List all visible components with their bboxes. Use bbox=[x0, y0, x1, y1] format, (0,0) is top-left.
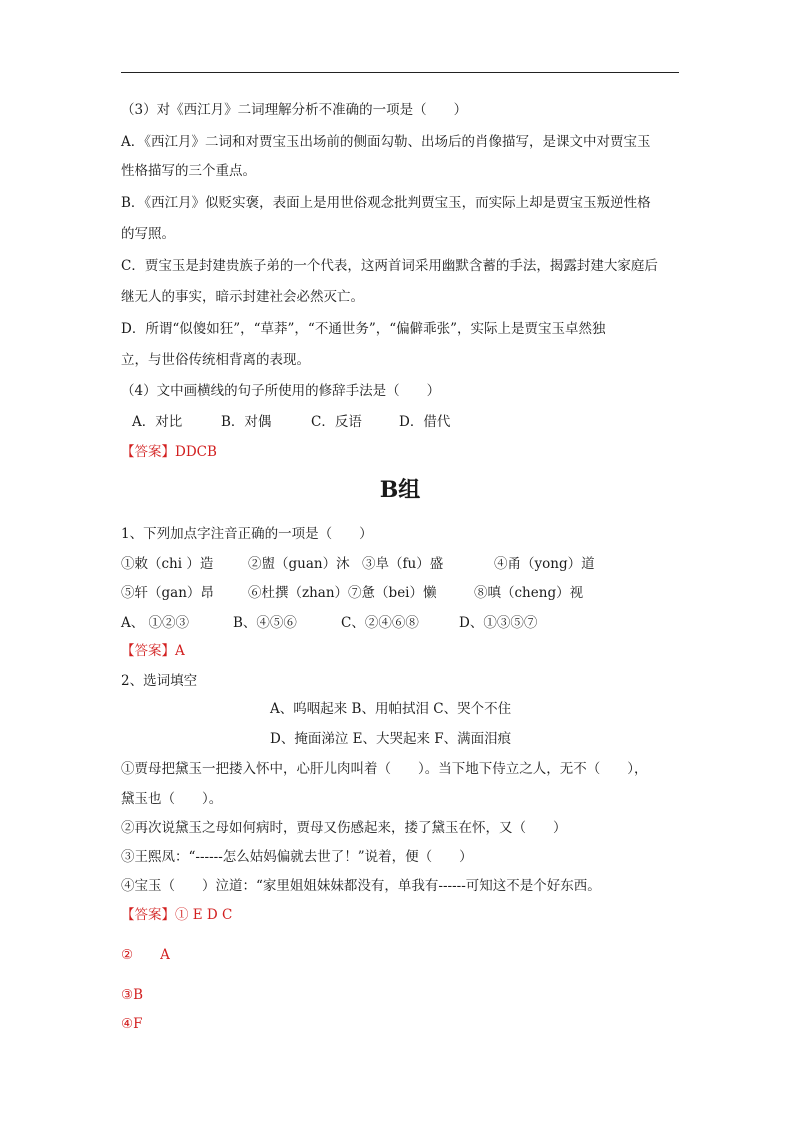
option-d-line-1: D．所谓“似傻如狂”，“草莽”，“不通世务”，“偏僻乖张”，实际上是贾宝玉卓然独 bbox=[121, 321, 606, 337]
option-a-line-2: 性格描写的三个重点。 bbox=[121, 163, 256, 179]
option-b-line-1: B．《西江月》似贬实褒，表面上是用世俗观念批判贾宝玉，而实际上却是贾宝玉叛逆性格 bbox=[121, 195, 651, 211]
answer-line-2 bbox=[121, 642, 185, 660]
b1-choice-c: C、②④⑥⑧ bbox=[341, 615, 419, 631]
answer-3-line-3: ③B bbox=[121, 987, 144, 1003]
word-options-row-1: A、呜咽起来 B、用帕拭泪 C、哭个不住 bbox=[270, 701, 512, 717]
option-a-line-1: A．《西江月》二词和对贾宝玉出场前的侧面勾勒、出场后的肖像描写，是课文中对贾宝玉 bbox=[121, 134, 651, 150]
b1-choice-d: D、①③⑤⑦ bbox=[459, 615, 538, 631]
answer-line-1 bbox=[121, 443, 217, 461]
pinyin-item-3: ③阜（fu）盛 bbox=[362, 556, 444, 572]
answer-label: 【答案】 bbox=[121, 907, 175, 923]
fill-sentence-3: ③王熙凤：“------怎么姑妈偏就去世了！”说着，便（ ） bbox=[121, 849, 473, 865]
pinyin-item-4: ④甬（yong）道 bbox=[494, 556, 595, 572]
b-question-1-stem: 1、下列加点字注音正确的一项是（ ） bbox=[121, 526, 373, 542]
b1-choice-a: A、 ①②③ bbox=[121, 615, 190, 631]
header-rule bbox=[121, 72, 679, 73]
section-title: B组 bbox=[379, 477, 421, 503]
option-c-line-2: 继无人的事实，暗示封建社会必然灭亡。 bbox=[121, 289, 364, 305]
fill-sentence-4: ④宝玉（ ）泣道：“家里姐姐妹妹都没有，单我有------可知这不是个好东西。 bbox=[121, 878, 601, 894]
q4-option-a: A．对比 bbox=[132, 414, 183, 430]
q4-option-d: D．借代 bbox=[399, 414, 451, 430]
answer-3-line-2: ② A bbox=[121, 947, 170, 963]
q4-option-c: C．反语 bbox=[311, 414, 362, 430]
pinyin-item-8: ⑧嗔（cheng）视 bbox=[474, 585, 584, 601]
b-question-2-stem: 2、选词填空 bbox=[121, 673, 198, 689]
answer-value: DDCB bbox=[175, 444, 217, 460]
question-4-stem: （4）文中画横线的句子所使用的修辞手法是（ ） bbox=[121, 383, 441, 399]
q4-option-b: B．对偶 bbox=[221, 414, 272, 430]
answer-value: A bbox=[175, 643, 185, 659]
answer-label: 【答案】 bbox=[121, 444, 175, 460]
question-3-stem: （3）对《西江月》二词理解分析不准确的一项是（ ） bbox=[121, 102, 468, 118]
pinyin-item-5: ⑤轩（gan）昂 bbox=[121, 585, 214, 601]
answer-line-3 bbox=[121, 906, 232, 924]
option-b-line-2: 的写照。 bbox=[121, 226, 175, 242]
option-d-line-2: 立，与世俗传统相背离的表现。 bbox=[121, 352, 310, 368]
fill-sentence-1a: ①贾母把黛玉一把搂入怀中，心肝儿肉叫着（ ）。当下地下侍立之人，无不（ ）， bbox=[121, 761, 648, 777]
answer-label: 【答案】 bbox=[121, 643, 175, 659]
b1-choice-b: B、④⑤⑥ bbox=[233, 615, 297, 631]
word-options-row-2: D、掩面涕泣 E、大哭起来 F、满面泪痕 bbox=[270, 731, 512, 747]
answer-3-line-4: ④F bbox=[121, 1016, 143, 1032]
pinyin-item-1: ①敕（chi ）造 bbox=[121, 556, 214, 572]
option-c-line-1: C．贾宝玉是封建贵族子弟的一个代表，这两首词采用幽默含蓄的手法，揭露封建大家庭后 bbox=[121, 258, 658, 274]
pinyin-item-6-7: ⑥杜撰（zhan）⑦惫（bei）懒 bbox=[248, 585, 437, 601]
pinyin-item-2: ②盥（guan）沐 bbox=[248, 556, 350, 572]
answer-value: ① E D C bbox=[175, 907, 233, 923]
fill-sentence-1b: 黛玉也（ ）。 bbox=[121, 791, 223, 807]
fill-sentence-2: ②再次说黛玉之母如何病时，贾母又伤感起来，搂了黛玉在怀，又（ ） bbox=[121, 820, 567, 836]
